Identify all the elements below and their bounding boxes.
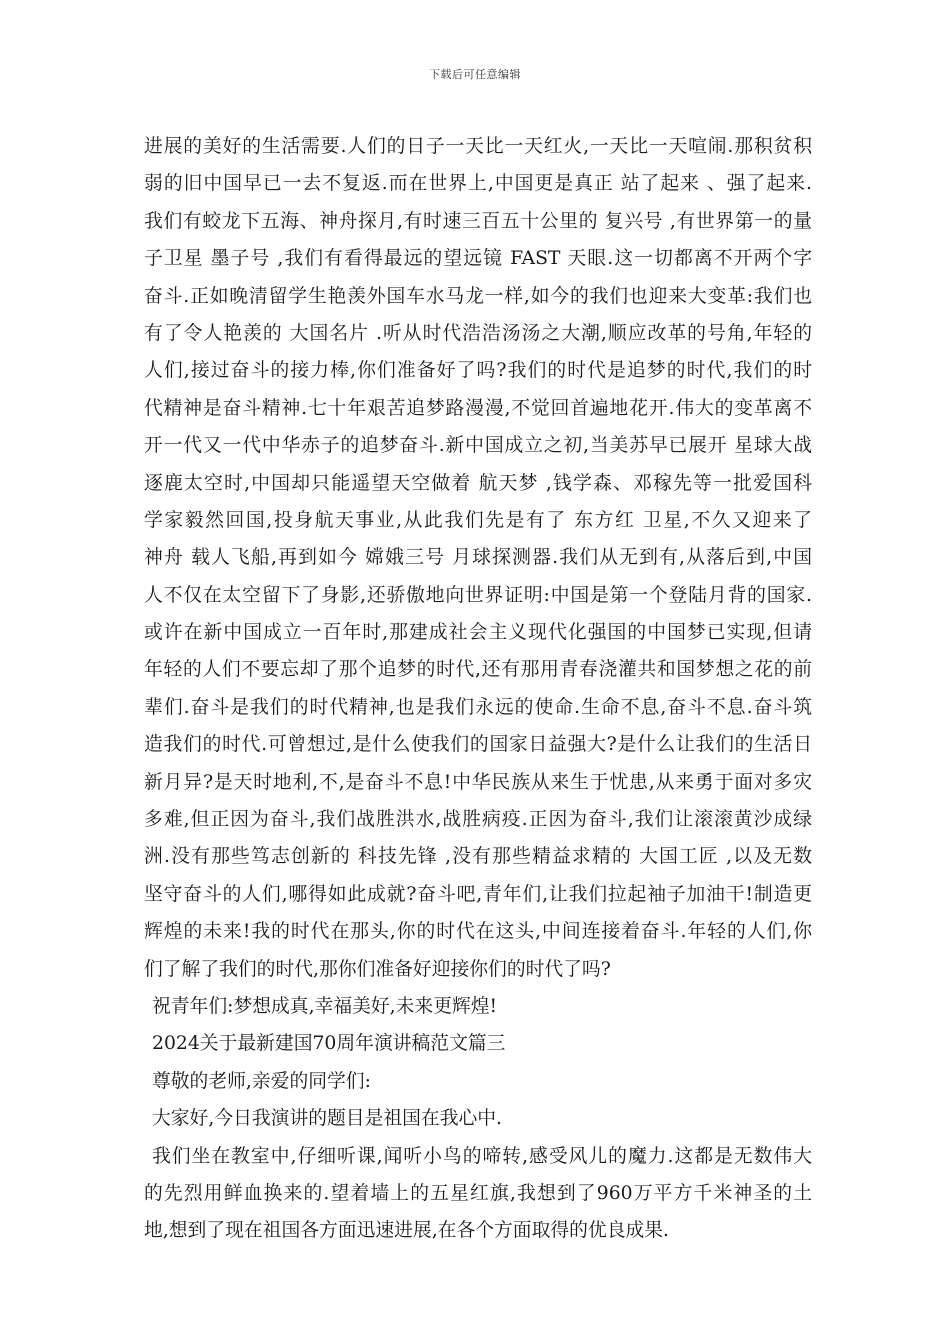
text-line: 代精神是奋斗精神.七十年艰苦追梦路漫漫,不觉回首遍地花开.伟大的变革离不 bbox=[144, 397, 812, 419]
text-line: 年轻的人们不要忘却了那个追梦的时代,还有那用青春浇灌共和国梦想之花的前 bbox=[144, 659, 812, 681]
text-line: 逐鹿太空时,中国却只能遥望天空做着 航天梦 ,钱学森、邓稼先等一批爱国科 bbox=[144, 472, 812, 494]
text-line: 学家毅然回国,投身航天事业,从此我们先是有了 东方红 卫星,不久又迎来了 bbox=[144, 509, 812, 531]
text-line: 的先烈用鲜血换来的.望着墙上的五星红旗,我想到了960万平方千米神圣的土 bbox=[144, 1182, 812, 1204]
text-line: 我们有蛟龙下五海、神舟探月,有时速三百五十公里的 复兴号 ,有世界第一的量 bbox=[144, 210, 812, 232]
section-heading: 2024关于最新建国70周年演讲稿范文篇三 bbox=[152, 1033, 506, 1055]
text-line: 子卫星 墨子号 ,我们有看得最远的望远镜 FAST 天眼.这一切都离不开两个字 bbox=[144, 248, 812, 270]
text-line: 人们,接过奋斗的接力棒,你们准备好了吗?我们的时代是追梦的时代,我们的时 bbox=[144, 360, 812, 382]
text-line: 多难,但正因为奋斗,我们战胜洪水,战胜病疫.正因为奋斗,我们让滚滚黄沙成绿 bbox=[144, 809, 812, 831]
text-line: 洲.没有那些笃志创新的 科技先锋 ,没有那些精益求精的 大国工匠 ,以及无数 bbox=[144, 846, 812, 868]
text-line: 造我们的时代.可曾想过,是什么使我们的国家日益强大?是什么让我们的生活日 bbox=[144, 734, 812, 756]
text-line: 或许在新中国成立一百年时,那建成社会主义现代化强国的中国梦已实现,但请 bbox=[144, 622, 812, 644]
text-line: 开一代又一代中华赤子的追梦奋斗.新中国成立之初,当美苏早已展开 星球大战 bbox=[144, 435, 812, 457]
text-line: 进展的美好的生活需要.人们的日子一天比一天红火,一天比一天喧闹.那积贫积 bbox=[144, 136, 812, 157]
text-line: 人不仅在太空留下了身影,还骄傲地向世界证明:中国是第一个登陆月背的国家. bbox=[144, 584, 812, 606]
text-line: 辈们.奋斗是我们的时代精神,也是我们永远的使命.生命不息,奋斗不息.奋斗筑 bbox=[144, 696, 812, 718]
text-line: 神舟 载人飞船,再到如今 嫦娥三号 月球探测器.我们从无到有,从落后到,中国 bbox=[144, 547, 812, 569]
text-line: 地,想到了现在祖国各方面迅速进展,在各个方面取得的优良成果. bbox=[144, 1220, 670, 1242]
page-header: 下载后可任意编辑 bbox=[429, 68, 521, 81]
text-line: 弱的旧中国早已一去不复返.而在世界上,中国更是真正 站了起来 、强了起来. bbox=[144, 173, 812, 195]
text-line: 大家好,今日我演讲的题目是祖国在我心中. bbox=[152, 1108, 503, 1130]
text-line: 我们坐在教室中,仔细听课,闻听小鸟的啼转,感受风儿的魔力.这都是无数伟大 bbox=[152, 1145, 812, 1167]
text-line: 们了解了我们的时代,那你们准备好迎接你们的时代了吗? bbox=[144, 958, 611, 980]
salutation: 尊敬的老师,亲爱的同学们: bbox=[152, 1070, 371, 1092]
text-line: 有了令人艳羡的 大国名片 .听从时代浩浩汤汤之大潮,顺应改革的号角,年轻的 bbox=[144, 322, 812, 344]
text-line: 奋斗.正如晚清留学生艳羡外国车水马龙一样,如今的我们也迎来大变革:我们也 bbox=[144, 285, 812, 307]
text-line: 坚守奋斗的人们,哪得如此成就?奋斗吧,青年们,让我们拉起袖子加油干!制造更 bbox=[144, 883, 812, 905]
text-line: 辉煌的未来!我的时代在那头,你的时代在这头,中间连接着奋斗.年轻的人们,你 bbox=[144, 921, 812, 943]
text-line: 新月异?是天时地利,不,是奋斗不息!中华民族从来生于忧患,从来勇于面对多灾 bbox=[144, 771, 812, 793]
document-body bbox=[144, 128, 812, 1250]
text-line: 祝青年们:梦想成真,幸福美好,未来更辉煌! bbox=[152, 995, 498, 1017]
